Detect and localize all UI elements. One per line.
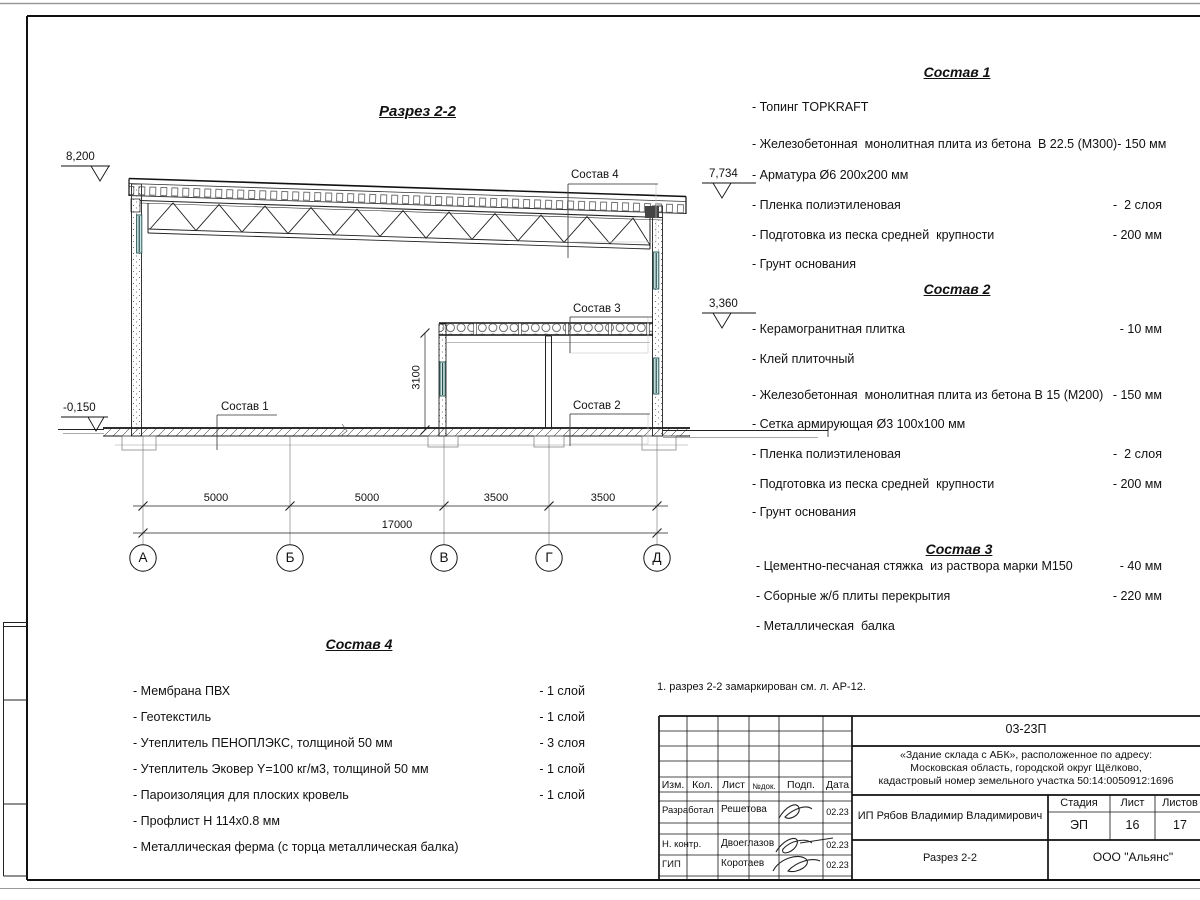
dim-span4: 3500: [590, 492, 616, 504]
list-item: - Железобетонная монолитная плита из бетона В 22.5 (М300)- 150 мм: [752, 137, 1167, 151]
dim-total: 17000: [381, 519, 413, 531]
axis-label-d: Д: [652, 550, 662, 565]
list-item: - Металлическая ферма (с торца металлическая балка): [133, 840, 459, 854]
list-item: - Керамогранитная плитка: [752, 322, 905, 336]
col-data: Дата: [825, 779, 850, 791]
axis-label-a: А: [138, 550, 148, 565]
sheets-label: Листов: [1162, 797, 1198, 809]
list-item: - Сетка армирующая Ø3 100х100 мм: [752, 417, 966, 431]
composition-1-title: Состав 1: [923, 64, 991, 80]
col-podp: Подп.: [787, 779, 815, 791]
axis-label-g: Г: [545, 550, 553, 565]
project-line3: кадастровый номер земельного участка 50:14:0050912:1696: [878, 775, 1174, 787]
signature-developer: [779, 805, 812, 818]
list-item: - Клей плиточный: [752, 352, 855, 366]
left-apron: [58, 430, 104, 434]
row-name-developer: Решетова: [721, 804, 767, 815]
list-item: - Геотекстиль: [133, 710, 212, 724]
callout-sostav4: Состав 4: [571, 169, 619, 181]
dim-span3: 3500: [483, 492, 509, 504]
list-item: - Утеплитель Эковер Y=100 кг/м3, толщиной 50 мм: [133, 762, 429, 776]
col-list: Лист: [722, 779, 745, 791]
dim-mezz-height: 3100: [410, 365, 423, 390]
level-roof-left: 8,200: [66, 151, 95, 163]
drawing-name: Разрез 2-2: [922, 852, 977, 864]
list-item: - Железобетонная монолитная плита из бетона В 15 (М200): [752, 388, 1104, 402]
doc-number: 03-23П: [1005, 722, 1047, 736]
composition-list-4: Состав 4 - Мембрана ПВХ - 1 слой - Геотекстиль - 1 слой - Утеплитель ПЕНОПЛЭКС, толщиной 50 мм - 3 слоя - Утеплитель Эковер Y=100 кг/м3, толщиной 50 мм - 1 слой - Пароизоляция для плоских кровель - 1 слой - Профлист Н 114х0.8 мм - Металлическая ферма (с торца металлическая балка): [133, 636, 585, 854]
project-line1: «Здание склада с АБК», расположенное по адресу:: [900, 749, 1152, 761]
axis-label-v: В: [439, 550, 449, 565]
list-item: - Утеплитель ПЕНОПЛЭКС, толщиной 50 мм: [133, 736, 393, 750]
list-item: - Мембрана ПВХ: [133, 684, 231, 698]
sheet-note: 1. разрез 2-2 замаркирован см. л. АР-12.: [657, 681, 866, 693]
client-name: ИП Рябов Владимир Владимирович: [857, 810, 1043, 822]
composition-list-3: Состав 3 - Цементно-песчаная стяжка из раствора марки М150 - 40 мм - Сборные ж/б плиты перекрытия - 220 мм - Металлическая балка: [756, 541, 1162, 633]
row-name-gip: Коротаев: [721, 858, 765, 869]
callout-sostav2: Состав 2: [573, 400, 621, 412]
ground-floor-slab: [103, 424, 690, 450]
interior-column: [546, 336, 552, 428]
composition-4-title: Состав 4: [325, 636, 393, 652]
col-izm: Изм.: [661, 779, 685, 791]
signature-gip: [773, 856, 820, 871]
row-name-ncontrol: Двоеглазов: [721, 838, 775, 849]
section-title: Разрез 2-2: [378, 103, 456, 120]
list-item: - Металлическая балка: [756, 619, 895, 633]
composition-3-title: Состав 3: [925, 541, 993, 557]
callout-sostav1: Состав 1: [221, 401, 269, 413]
axis-label-b: Б: [285, 550, 295, 565]
truss-bearing-seat: [645, 206, 659, 218]
list-item: - Грунт основания: [752, 257, 857, 271]
sheets-value: 17: [1173, 818, 1187, 832]
company-name: ООО "Альянс": [1092, 850, 1174, 864]
row-date-gip: 02.23: [826, 860, 849, 870]
stage-value: ЭП: [1070, 818, 1088, 832]
row-date-ncontrol: 02.23: [826, 840, 849, 850]
axis-bubbles: [130, 545, 670, 571]
list-item: - Сборные ж/б плиты перекрытия: [756, 589, 951, 603]
composition-2-title: Состав 2: [923, 281, 991, 297]
col-ndok: №док.: [752, 782, 776, 791]
list-item: - Цементно-песчаная стяжка из раствора марки М150: [756, 559, 1073, 573]
list-item: - Топинг TOPKRAFT: [752, 100, 869, 114]
list-item: - Грунт основания: [752, 505, 857, 519]
list-item: - Арматура Ø6 200х200 мм: [752, 168, 909, 182]
list-item: - Пленка полиэтиленовая: [752, 198, 901, 212]
level-ground: -0,150: [63, 402, 96, 414]
level-roof-right: 7,734: [709, 168, 738, 180]
list-item: - Подготовка из песка средней крупности: [752, 477, 995, 491]
sheet-value: 16: [1125, 818, 1140, 832]
dim-span1: 5000: [203, 492, 229, 504]
composition-list-2: Состав 2 - Керамогранитная плитка - 10 мм - Клей плиточный - Железобетонная монолитная плита из бетона В 15 (М200) - 150 мм - Сетка армирующая Ø3 100х100 мм - Пленка полиэтиленовая - 2 слоя - Подготовка из песка средней крупности - 200 мм - Грунт основания: [752, 281, 1162, 519]
list-item: - Пленка полиэтиленовая: [752, 447, 901, 461]
dim-span2: 5000: [354, 492, 380, 504]
level-mezzanine: 3,360: [709, 298, 738, 310]
row-date-developer: 02.23: [826, 807, 849, 817]
sheet-label: Лист: [1120, 797, 1145, 809]
project-line2: Московская область, городской округ Щёлково,: [910, 762, 1142, 774]
list-item: - Пароизоляция для плоских кровель: [133, 788, 349, 802]
col-kol: Кол.: [692, 779, 713, 791]
callout-sostav3: Состав 3: [573, 303, 621, 315]
row-role-developer: Разработал: [662, 805, 714, 816]
composition-list-1: Состав 1 - Топинг TOPKRAFT - Железобетонная монолитная плита из бетона В 22.5 (М300)- 150 мм - Арматура Ø6 200х200 мм - Пленка полиэтиленовая - 2 слоя - Подготовка из песка средней крупности - 200 мм - Грунт основания: [752, 64, 1167, 271]
list-item: - Подготовка из песка средней крупности: [752, 228, 995, 242]
row-role-ncontrol: Н. контр.: [662, 839, 702, 850]
list-item: - Профлист Н 114х0.8 мм: [133, 814, 280, 828]
row-role-gip: ГИП: [662, 859, 681, 870]
stage-label: Стадия: [1060, 797, 1098, 809]
